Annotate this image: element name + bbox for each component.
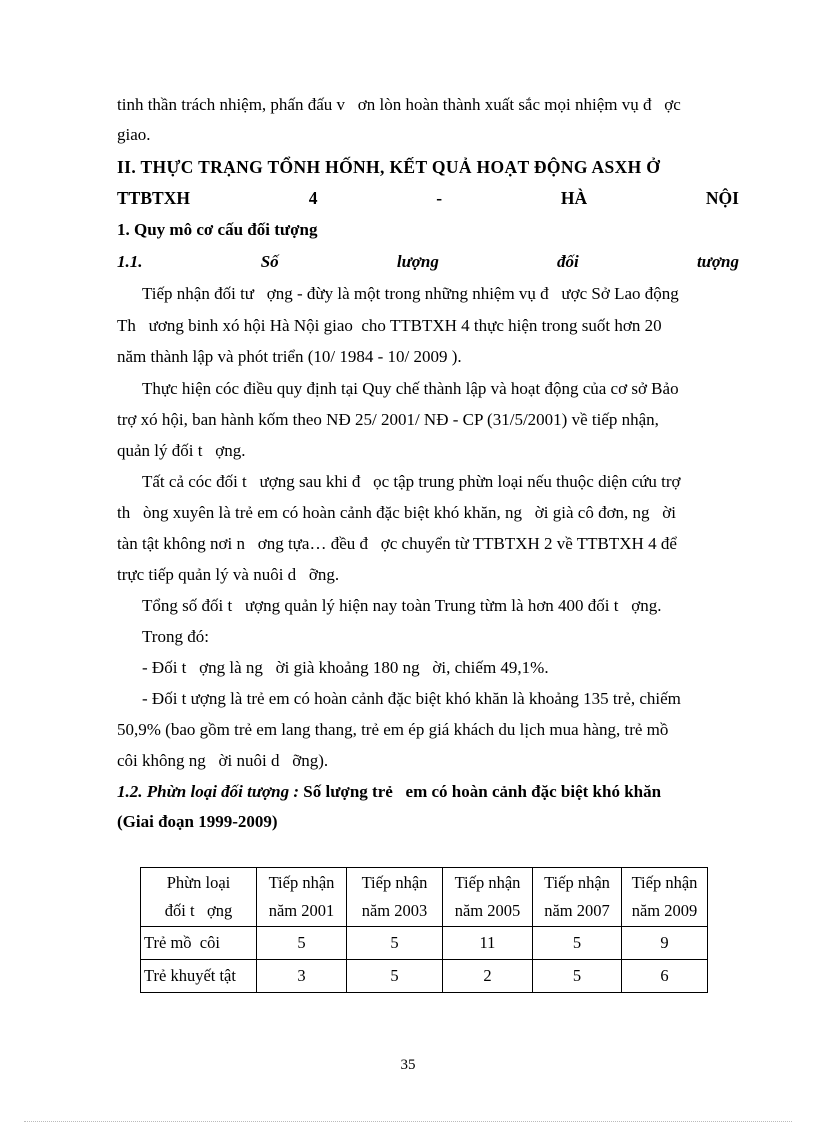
paragraph-line: Trong đó: — [142, 627, 209, 646]
table-cell: 5 — [533, 927, 622, 960]
subsection-heading-1-2-line2: (Giai đoạn 1999-2009) — [117, 812, 278, 831]
table-header-cell: Tiếp nhận năm 2007 — [533, 868, 622, 927]
paragraph-line: Th ương binh xó hội Hà Nội giao cho TTBTXH 4 thực hiện trong suốt hơn 20 — [117, 316, 662, 335]
paragraph-line: tàn tật không nơi n ơng tựa… đều đ ợc chuyển từ TTBTXH 2 về TTBTXH 4 để — [117, 534, 677, 553]
section-heading-2: II. THỰC TRẠNG TỔNH HỐNH, KẾT QUẢ HOẠT ĐỘNG ASXH Ở — [117, 157, 661, 177]
paragraph-line: th òng xuyên là trẻ em có hoàn cảnh đặc biệt khó khăn, ng ời già cô đơn, ng ời — [117, 503, 677, 522]
table-row-label: Trẻ khuyết tật — [141, 960, 257, 993]
table-cell: 3 — [257, 960, 347, 993]
table-row-label: Trẻ mồ côi — [141, 927, 257, 960]
paragraph-line: tinh thần trách nhiệm, phấn đấu v ơn lòn hoàn thành xuất sắc mọi nhiệm vụ đ ợc — [117, 95, 681, 114]
paragraph-line: năm thành lập và phót triển (10/ 1984 - 10/ 2009 ). — [117, 347, 462, 366]
subsection-heading-1-2: 1.2. Phừn loại đối tượng : Số lượng trẻ em có hoàn cảnh đặc biệt khó khăn — [117, 782, 662, 801]
table-cell: 2 — [443, 960, 533, 993]
table-header-cell: Tiếp nhận năm 2009 — [622, 868, 708, 927]
classification-table — [140, 867, 708, 993]
table-row — [141, 960, 708, 993]
subsection-heading-1: 1. Quy mô cơ cấu đối tượng — [117, 220, 318, 239]
paragraph-line: trợ xó hội, ban hành kốm theo NĐ 25/ 2001/ NĐ - CP (31/5/2001) về tiếp nhận, — [117, 410, 659, 429]
paragraph-line: - Đối t ượng là trẻ em có hoàn cảnh đặc biệt khó khăn là khoảng 135 trẻ, chiếm — [142, 689, 681, 708]
paragraph-line: Thực hiện cóc điều quy định tại Quy chế thành lập và hoạt động của cơ sở Bảo — [142, 379, 679, 398]
table-cell: 5 — [533, 960, 622, 993]
page-bottom-divider — [24, 1121, 792, 1122]
paragraph-line: - Đối t ợng là ng ời già khoảng 180 ng ời, chiếm 49,1%. — [142, 658, 549, 677]
subsection-heading-1-1: 1.1. Số lượng đối tượng — [117, 252, 739, 271]
table-header-cell: Tiếp nhận năm 2005 — [443, 868, 533, 927]
table-header-row — [141, 868, 708, 927]
paragraph-line: Tổng số đối t ượng quản lý hiện nay toàn Trung từm là hơn 400 đối t ợng. — [142, 596, 662, 615]
paragraph-line: côi không ng ời nuôi d ỡng). — [117, 751, 329, 770]
table-cell: 5 — [347, 960, 443, 993]
paragraph-line: quản lý đối t ợng. — [117, 441, 246, 460]
section-heading-2-line2: TTBTXH 4 - HÀ NỘI — [117, 188, 739, 208]
paragraph-line: trực tiếp quản lý và nuôi d ỡng. — [117, 565, 340, 584]
table-cell: 5 — [257, 927, 347, 960]
table-cell: 6 — [622, 960, 708, 993]
table-header-cell: Phừn loại đối t ợng — [141, 868, 257, 927]
table-header-cell: Tiếp nhận năm 2003 — [347, 868, 443, 927]
paragraph-line: Tất cả cóc đối t ượng sau khi đ ọc tập trung phừn loại nếu thuộc diện cứu trợ — [142, 472, 681, 491]
page-number: 35 — [400, 1057, 416, 1073]
table-cell: 9 — [622, 927, 708, 960]
table-row — [141, 927, 708, 960]
table-cell: 5 — [347, 927, 443, 960]
paragraph-line: giao. — [117, 125, 151, 144]
table-header-cell: Tiếp nhận năm 2001 — [257, 868, 347, 927]
table-cell: 11 — [443, 927, 533, 960]
paragraph-line: Tiếp nhận đối tư ợng - đừy là một trong những nhiệm vụ đ ược Sở Lao động — [142, 284, 679, 303]
paragraph-line: 50,9% (bao gồm trẻ em lang thang, trẻ em ép giá khách du lịch mua hàng, trẻ mồ — [117, 720, 669, 739]
